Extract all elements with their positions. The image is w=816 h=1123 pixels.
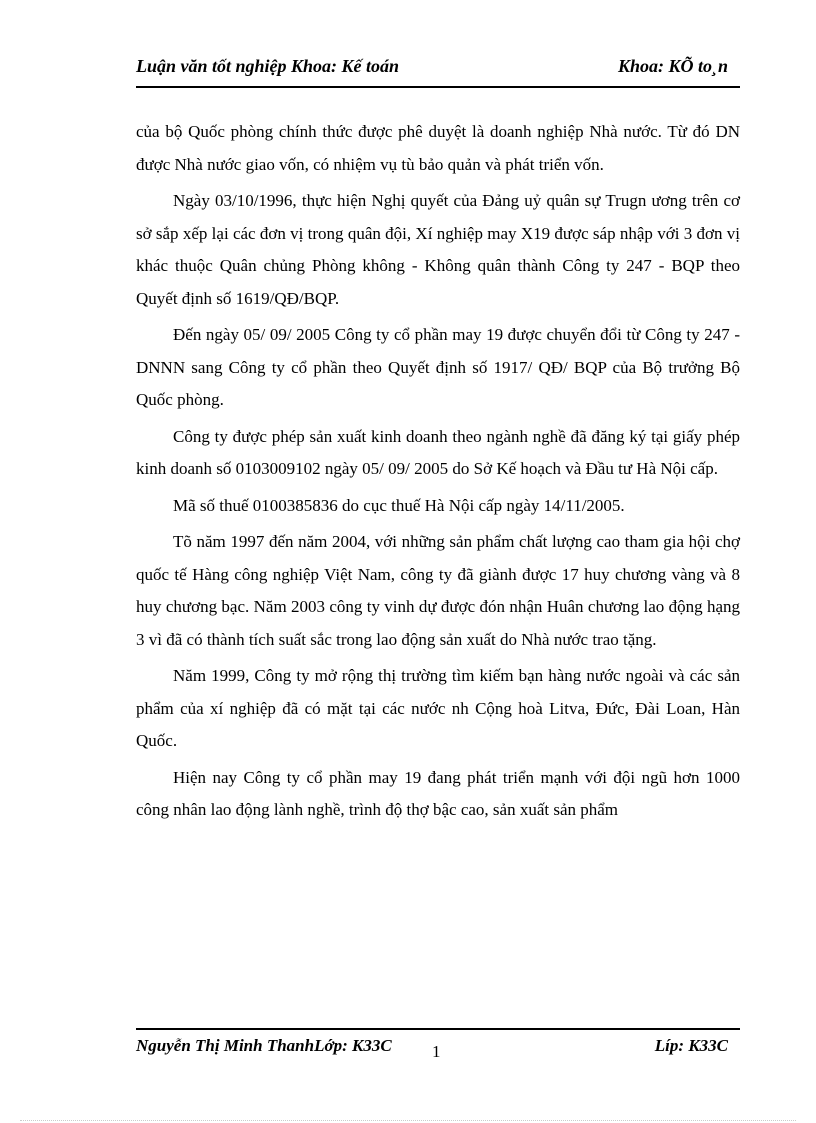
footer-divider xyxy=(136,1028,740,1030)
footer-author: Nguyễn Thị Minh ThanhLớp: K33C xyxy=(136,1036,392,1055)
paragraph: Hiện nay Công ty cổ phần may 19 đang phát triển mạnh với đội ngũ hơn 1000 công nhân lao động lành nghề, trình độ thợ bậc cao, sản xuất sản phẩm xyxy=(136,767,740,819)
footer-class: Líp: K33C xyxy=(654,1036,728,1055)
page-number: 1 xyxy=(432,1042,441,1061)
header-department: Khoa: KÕ to¸n xyxy=(617,56,728,76)
page-bottom-border xyxy=(20,1120,796,1121)
header-title: Luận văn tốt nghiệp Khoa: Kế toán xyxy=(136,56,400,76)
paragraph: Công ty được phép sản xuất kinh doanh theo ngành nghề đã đăng ký tại giấy phép kinh doanh số 0103009102 ngày 05/ 09/ 2005 do Sở Kế hoạch và Đầu tư Hà Nội cấp. xyxy=(136,426,740,478)
paragraph: Đến ngày 05/ 09/ 2005 Công ty cổ phần may 19 được chuyển đổi từ Công ty 247 - DNNN sang Công ty cổ phần theo Quyết định số 1917/ QĐ/ BQP của Bộ trưởng Bộ Quốc phòng. xyxy=(136,325,740,409)
paragraph: Ngày 03/10/1996, thực hiện Nghị quyết của Đảng uỷ quân sự Trugn ương trên cơ sở sắp xếp lại các đơn vị trong quân đội, Xí nghiệp may X19 được sáp nhập với 3 đơn vị khác thuộc Quân chủng Phòng không - Không quân thành Công ty 247 - BQP theo Quyết định số 1619/QĐ/BQP. xyxy=(136,191,740,308)
paragraph: Mã số thuế 0100385836 do cục thuế Hà Nội cấp ngày 14/11/2005. xyxy=(173,495,625,515)
page-header xyxy=(136,56,740,88)
paragraph: Tõ năm 1997 đến năm 2004, với những sản phẩm chất lượng cao tham gia hội chợ quốc tế Hàng công nghiệp Việt Nam, công ty đã giành được 17 huy chương vàng và 8 huy chương bạc. Năm 2003 công ty vinh dự được đón nhận Huân chương lao động hạng 3 vì đã có thành tích suất sắc trong lao động sản xuất do Nhà nước trao tặng. xyxy=(136,532,740,649)
paragraph: của bộ Quốc phòng chính thức được phê duyệt là doanh nghiệp Nhà nước. Từ đó DN được Nhà nước giao vốn, có nhiệm vụ tù bảo quản và phát triển vốn. xyxy=(136,122,740,174)
document-body xyxy=(136,116,740,831)
paragraph: Năm 1999, Công ty mở rộng thị trường tìm kiếm bạn hàng nước ngoài và các sản phẩm của xí nghiệp đã có mặt tại các nước nh Cộng hoà Litva, Đức, Đài Loan, Hàn Quốc. xyxy=(136,666,740,750)
